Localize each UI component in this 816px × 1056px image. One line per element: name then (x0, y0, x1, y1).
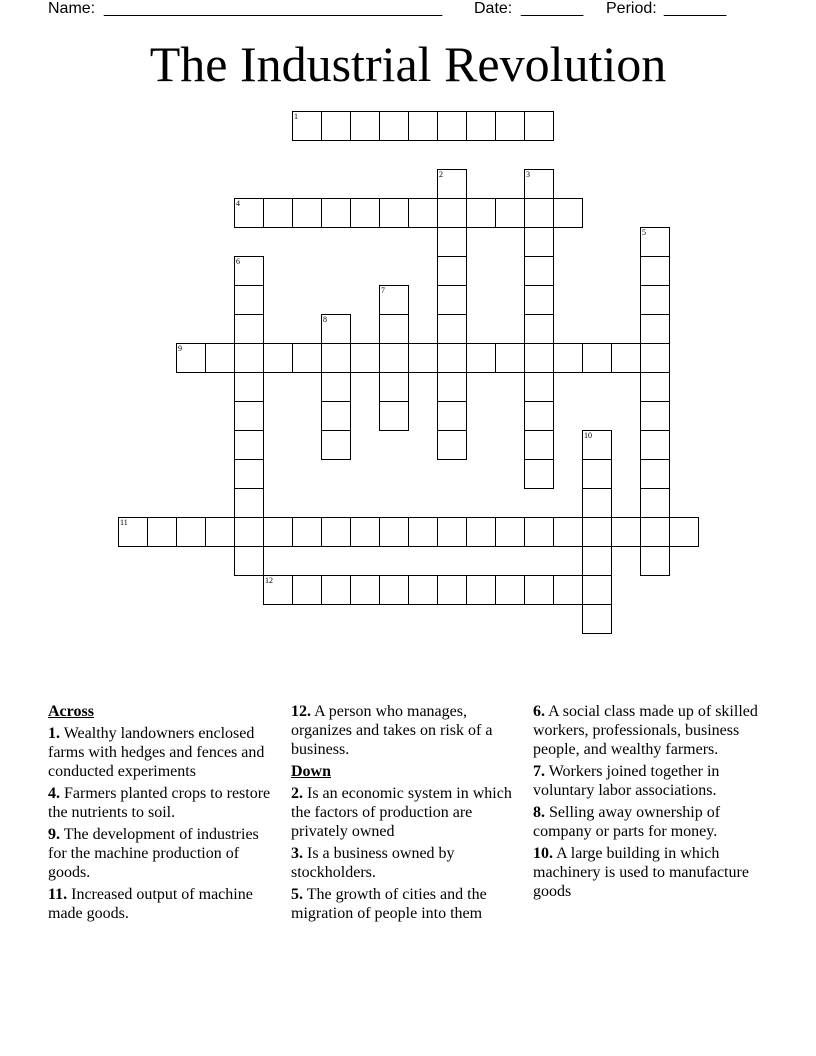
clue-start-number: 7 (381, 286, 385, 295)
clue-text: Workers joined together in voluntary labor associations. (533, 763, 720, 799)
grid-cell[interactable] (350, 575, 380, 605)
grid-cell[interactable] (524, 285, 554, 315)
clue-text: Is a business owned by stockholders. (291, 845, 455, 881)
grid-cell[interactable] (379, 343, 409, 373)
grid-cell[interactable] (640, 372, 670, 402)
page-title: The Industrial Revolution (149, 36, 667, 92)
grid-cell[interactable] (495, 575, 525, 605)
grid-cell[interactable] (582, 575, 612, 605)
grid-cell[interactable] (379, 198, 409, 228)
grid-cell[interactable] (524, 575, 554, 605)
clues-column-3 (533, 702, 763, 904)
grid-cell[interactable] (408, 575, 438, 605)
grid-cell[interactable] (234, 198, 264, 228)
grid-cell[interactable] (437, 198, 467, 228)
grid-cell[interactable] (553, 517, 583, 547)
clue-down-7 (533, 762, 763, 800)
grid-cell[interactable] (495, 198, 525, 228)
grid-cell[interactable] (611, 343, 641, 373)
clue-number: 12. (291, 703, 311, 720)
grid-cell[interactable] (234, 343, 264, 373)
clue-across-1 (48, 724, 273, 781)
grid-cell[interactable] (234, 401, 264, 431)
grid-cell[interactable] (524, 459, 554, 489)
grid-cell[interactable] (379, 285, 409, 315)
clue-start-number: 6 (236, 257, 240, 266)
grid-cell[interactable] (205, 517, 235, 547)
grid-cell[interactable] (582, 343, 612, 373)
grid-cell[interactable] (379, 372, 409, 402)
grid-cell[interactable] (408, 343, 438, 373)
grid-cell[interactable] (437, 285, 467, 315)
period-line[interactable]: _______ (664, 0, 727, 17)
clue-text: Farmers planted crops to restore the nutrients to soil. (48, 785, 271, 821)
grid-cell[interactable] (234, 517, 264, 547)
grid-cell[interactable] (437, 343, 467, 373)
grid-cell[interactable] (553, 198, 583, 228)
date-label: Date: (474, 0, 513, 17)
grid-cell[interactable] (292, 111, 322, 141)
grid-cell[interactable] (524, 111, 554, 141)
grid-cell[interactable] (582, 604, 612, 634)
grid-cell[interactable] (118, 517, 148, 547)
grid-cell[interactable] (234, 372, 264, 402)
grid-cell[interactable] (263, 575, 293, 605)
grid-cell[interactable] (234, 488, 264, 518)
grid-cell[interactable] (495, 517, 525, 547)
clue-text: The development of industries for the machine production of goods. (48, 826, 259, 881)
clue-text: Increased output of machine made goods. (48, 886, 253, 922)
clue-down-5 (291, 885, 523, 923)
grid-cell[interactable] (524, 169, 554, 199)
grid-cell[interactable] (553, 343, 583, 373)
grid-cell[interactable] (437, 372, 467, 402)
grid-cell[interactable] (321, 372, 351, 402)
grid-cell[interactable] (350, 111, 380, 141)
grid-cell[interactable] (640, 546, 670, 576)
grid-cell[interactable] (437, 401, 467, 431)
clue-number: 11. (48, 886, 68, 903)
down-heading: Down (291, 763, 332, 780)
clue-number: 10. (533, 845, 553, 862)
grid-cell[interactable] (640, 488, 670, 518)
grid-cell[interactable] (292, 517, 322, 547)
grid-cell[interactable] (379, 575, 409, 605)
clue-start-number: 2 (439, 170, 443, 179)
grid-cell[interactable] (582, 517, 612, 547)
grid-cell[interactable] (611, 517, 641, 547)
clue-text: A person who manages, organizes and takes on risk of a business. (291, 703, 493, 758)
grid-cell[interactable] (350, 517, 380, 547)
grid-cell[interactable] (379, 111, 409, 141)
clue-across-11 (48, 885, 273, 923)
grid-cell[interactable] (466, 517, 496, 547)
grid-cell[interactable] (466, 343, 496, 373)
grid-cell[interactable] (640, 430, 670, 460)
clue-down-10 (533, 844, 763, 901)
name-label: Name: (48, 0, 96, 17)
clue-start-number: 1 (294, 112, 298, 121)
grid-cell[interactable] (234, 314, 264, 344)
grid-cell[interactable] (582, 430, 612, 460)
grid-cell[interactable] (234, 430, 264, 460)
clue-start-number: 3 (526, 170, 530, 179)
clue-number: 6. (533, 703, 545, 720)
grid-cell[interactable] (321, 575, 351, 605)
clue-start-number: 10 (584, 431, 592, 440)
grid-cell[interactable] (176, 517, 206, 547)
grid-cell[interactable] (640, 459, 670, 489)
grid-cell[interactable] (437, 430, 467, 460)
grid-cell[interactable] (234, 546, 264, 576)
grid-cell[interactable] (408, 111, 438, 141)
across-heading: Across (48, 703, 94, 720)
clue-text: The growth of cities and the migration of people into them (291, 886, 487, 922)
grid-cell[interactable] (292, 198, 322, 228)
grid-cell[interactable] (437, 256, 467, 286)
grid-cell[interactable] (321, 517, 351, 547)
clue-across-12 (291, 702, 523, 759)
clue-text: A large building in which machinery is used to manufacture goods (533, 845, 749, 900)
grid-cell[interactable] (408, 198, 438, 228)
grid-cell[interactable] (205, 343, 235, 373)
clue-start-number: 12 (265, 576, 273, 585)
clue-start-number: 8 (323, 315, 327, 324)
grid-cell[interactable] (524, 314, 554, 344)
grid-cell[interactable] (524, 430, 554, 460)
grid-cell[interactable] (669, 517, 699, 547)
grid-cell[interactable] (640, 401, 670, 431)
period-label: Period: (606, 0, 657, 17)
grid-cell[interactable] (524, 401, 554, 431)
grid-cell[interactable] (292, 575, 322, 605)
grid-cell[interactable] (466, 198, 496, 228)
grid-cell[interactable] (495, 111, 525, 141)
grid-cell[interactable] (437, 111, 467, 141)
grid-cell[interactable] (263, 198, 293, 228)
clue-start-number: 4 (236, 199, 240, 208)
grid-cell[interactable] (640, 343, 670, 373)
grid-cell[interactable] (321, 430, 351, 460)
date-line[interactable]: _______ (521, 0, 584, 17)
grid-cell[interactable] (582, 459, 612, 489)
clue-text: A social class made up of skilled workers, professionals, business people, and wealthy farmers. (533, 703, 758, 758)
clue-text: Wealthy landowners enclosed farms with hedges and fences and conducted experiments (48, 725, 265, 780)
grid-cell[interactable] (176, 343, 206, 373)
grid-cell[interactable] (321, 198, 351, 228)
grid-cell[interactable] (524, 227, 554, 257)
name-line[interactable]: ______________________________________ (104, 0, 443, 17)
grid-cell[interactable] (640, 227, 670, 257)
clue-down-6 (533, 702, 763, 759)
grid-cell[interactable] (466, 575, 496, 605)
clue-start-number: 9 (178, 344, 182, 353)
grid-cell[interactable] (263, 343, 293, 373)
grid-cell[interactable] (321, 314, 351, 344)
grid-cell[interactable] (147, 517, 177, 547)
clue-number: 3. (291, 845, 303, 862)
clue-down-8 (533, 803, 763, 841)
grid-cell[interactable] (350, 343, 380, 373)
grid-cell[interactable] (524, 256, 554, 286)
grid-cell[interactable] (350, 198, 380, 228)
clue-number: 8. (533, 804, 545, 821)
grid-cell[interactable] (321, 343, 351, 373)
clue-number: 4. (48, 785, 60, 802)
grid-cell[interactable] (582, 546, 612, 576)
grid-cell[interactable] (379, 314, 409, 344)
grid-cell[interactable] (640, 314, 670, 344)
grid-cell[interactable] (379, 401, 409, 431)
grid-cell[interactable] (379, 517, 409, 547)
grid-cell[interactable] (524, 517, 554, 547)
grid-cell[interactable] (437, 517, 467, 547)
clue-down-3 (291, 844, 523, 882)
grid-cell[interactable] (437, 575, 467, 605)
grid-cell[interactable] (321, 111, 351, 141)
grid-cell[interactable] (524, 198, 554, 228)
grid-cell[interactable] (553, 575, 583, 605)
clue-across-4 (48, 784, 273, 822)
grid-cell[interactable] (408, 517, 438, 547)
grid-cell[interactable] (640, 517, 670, 547)
clue-text: Is an economic system in which the factors of production are privately owned (291, 785, 512, 840)
grid-cell[interactable] (437, 227, 467, 257)
grid-cell[interactable] (263, 517, 293, 547)
grid-cell[interactable] (234, 285, 264, 315)
grid-cell[interactable] (437, 169, 467, 199)
grid-cell[interactable] (234, 459, 264, 489)
grid-cell[interactable] (524, 343, 554, 373)
clue-number: 5. (291, 886, 303, 903)
clue-text: Selling away ownership of company or parts for money. (533, 804, 721, 840)
clues-column-2 (291, 702, 523, 926)
grid-cell[interactable] (292, 343, 322, 373)
clue-across-9 (48, 825, 273, 882)
grid-cell[interactable] (234, 256, 264, 286)
clue-number: 2. (291, 785, 303, 802)
grid-cell[interactable] (582, 488, 612, 518)
grid-cell[interactable] (640, 285, 670, 315)
clue-number: 9. (48, 826, 60, 843)
grid-cell[interactable] (495, 343, 525, 373)
clue-start-number: 5 (642, 228, 646, 237)
clue-number: 7. (533, 763, 545, 780)
grid-cell[interactable] (466, 111, 496, 141)
clue-start-number: 11 (120, 518, 128, 527)
grid-cell[interactable] (524, 372, 554, 402)
grid-cell[interactable] (640, 256, 670, 286)
clue-number: 1. (48, 725, 60, 742)
grid-cell[interactable] (437, 314, 467, 344)
clue-down-2 (291, 784, 523, 841)
clues-column-1 (48, 702, 273, 926)
grid-cell[interactable] (321, 401, 351, 431)
